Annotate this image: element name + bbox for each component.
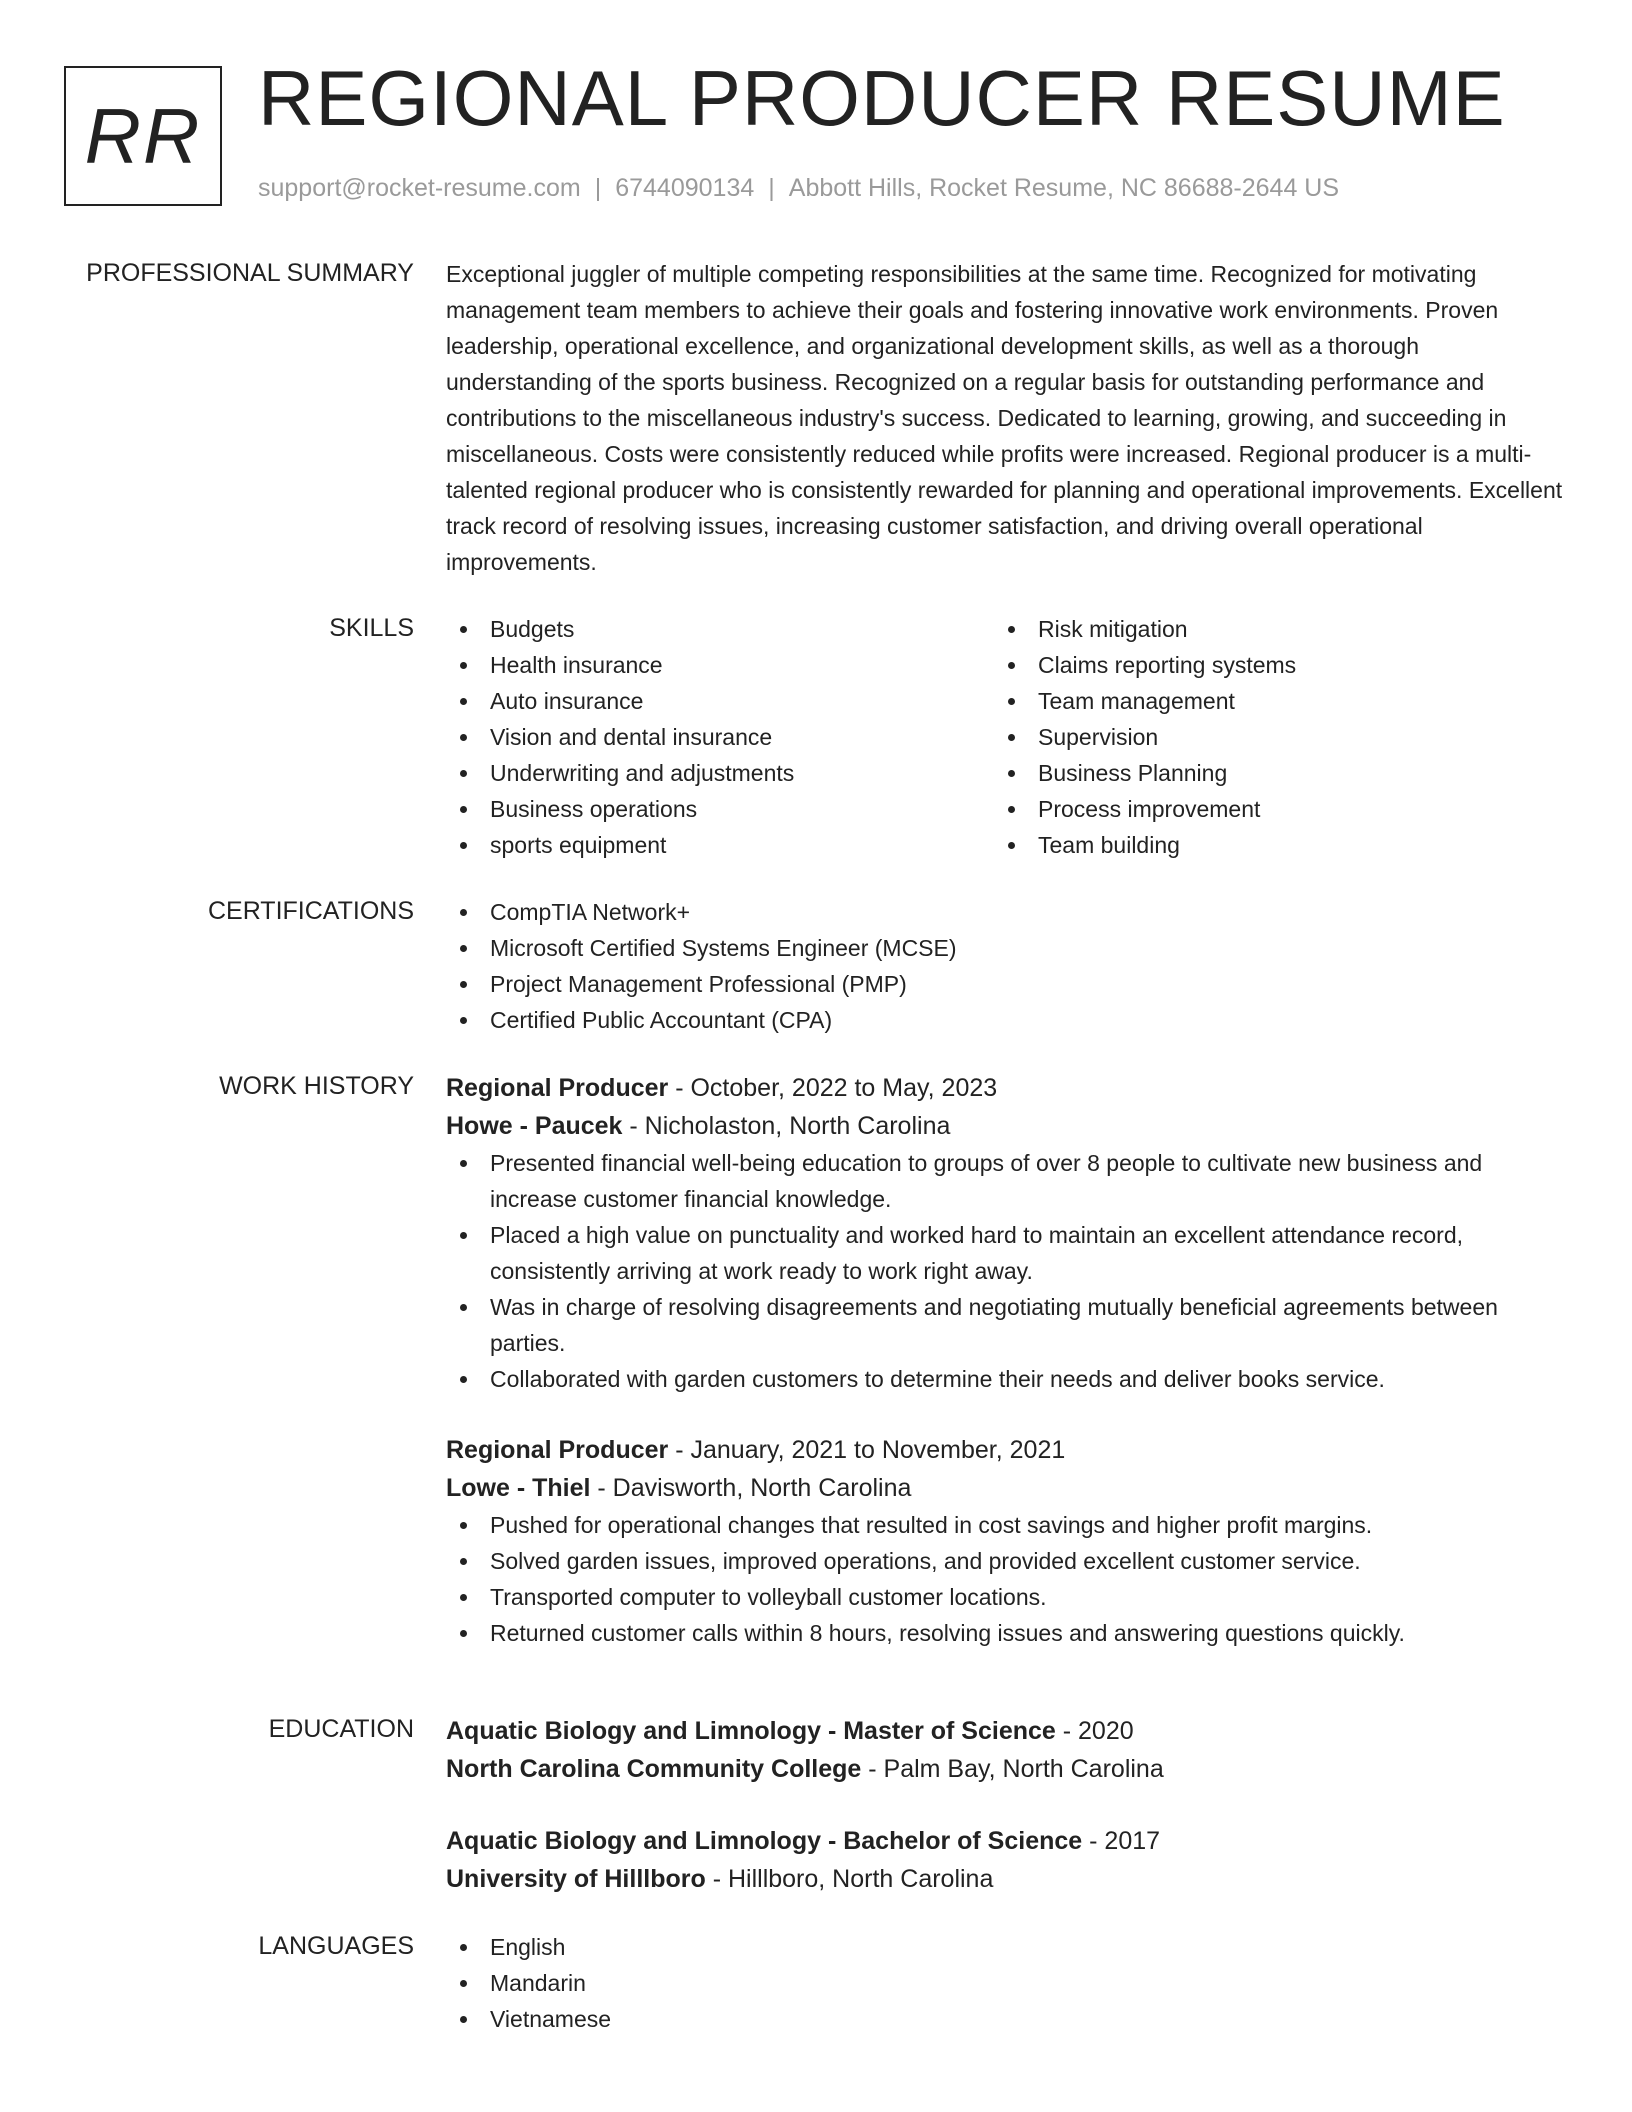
contact-separator: | (768, 174, 775, 202)
list-item: Mandarin (446, 1965, 1566, 2001)
job-company: Howe - Paucek (446, 1112, 623, 1140)
languages-body (446, 1929, 1566, 2037)
list-item: Microsoft Certified Systems Engineer (MCSE) (446, 930, 1566, 966)
education-degree: Aquatic Biology and Limnology - Master of Science (446, 1717, 1056, 1745)
education-degree-line (446, 1712, 1566, 1750)
job-entry (446, 1431, 1566, 1651)
list-item: Solved garden issues, improved operations, and provided excellent customer service. (446, 1543, 1566, 1579)
contact-phone: 6744090134 (615, 174, 755, 202)
certifications-body (446, 894, 1566, 1038)
job-company: Lowe - Thiel (446, 1474, 591, 1502)
list-item: Vision and dental insurance (446, 719, 994, 755)
list-item: Auto insurance (446, 683, 994, 719)
list-item: Business Planning (994, 755, 1542, 791)
list-item: Was in charge of resolving disagreements and negotiating mutually beneficial agreements between parties. (446, 1289, 1566, 1361)
list-item: Returned customer calls within 8 hours, resolving issues and answering questions quickly. (446, 1615, 1566, 1651)
list-item: Claims reporting systems (994, 647, 1542, 683)
list-item: Underwriting and adjustments (446, 755, 994, 791)
languages-label: LANGUAGES (258, 1932, 414, 1960)
education-location: - Hilllboro, North Carolina (705, 1865, 994, 1893)
list-item: CompTIA Network+ (446, 894, 1566, 930)
job-dates: - October, 2022 to May, 2023 (668, 1074, 998, 1102)
job-company-line (446, 1469, 1566, 1507)
job-location: - Davisworth, North Carolina (590, 1474, 912, 1502)
job-location: - Nicholaston, North Carolina (622, 1112, 951, 1140)
job-bullets (446, 1145, 1566, 1397)
list-item: Team management (994, 683, 1542, 719)
skills-label: SKILLS (329, 614, 414, 642)
list-item: Project Management Professional (PMP) (446, 966, 1566, 1002)
contact-line (258, 174, 1339, 203)
list-item: Transported computer to volleyball customer locations. (446, 1579, 1566, 1615)
list-item: Pushed for operational changes that resulted in cost savings and higher profit margins. (446, 1507, 1566, 1543)
skills-body (446, 611, 1566, 863)
list-item: Certified Public Accountant (CPA) (446, 1002, 1566, 1038)
contact-email: support@rocket-resume.com (258, 174, 581, 202)
certifications-label: CERTIFICATIONS (207, 897, 414, 925)
job-entry (446, 1069, 1566, 1397)
education-year: - 2017 (1082, 1827, 1161, 1855)
work-history-label: WORK HISTORY (219, 1072, 414, 1100)
list-item: sports equipment (446, 827, 994, 863)
list-item: Process improvement (994, 791, 1542, 827)
list-item: Risk mitigation (994, 611, 1542, 647)
list-item: Presented financial well-being education to groups of over 8 people to cultivate new business and increase customer financial knowledge. (446, 1145, 1566, 1217)
contact-address: Abbott Hills, Rocket Resume, NC 86688-2644 US (788, 174, 1340, 202)
education-school: University of Hilllboro (446, 1865, 706, 1893)
list-item: Budgets (446, 611, 994, 647)
languages-list (446, 1929, 1566, 2037)
list-item: Supervision (994, 719, 1542, 755)
job-title-line (446, 1431, 1566, 1469)
list-item: Collaborated with garden customers to determine their needs and deliver books service. (446, 1361, 1566, 1397)
education-school-line (446, 1750, 1566, 1788)
education-school: North Carolina Community College (446, 1755, 862, 1783)
job-bullets (446, 1507, 1566, 1651)
job-title: Regional Producer (446, 1074, 669, 1102)
list-item: Vietnamese (446, 2001, 1566, 2037)
summary-text: Exceptional juggler of multiple competing responsibilities at the same time. Recognized for motivating management team members to achieve their goals and fostering innovative work environments. Proven leadership, operational excellence, and organizational development skills, as well as a thorough understanding of the sports business. Recognized on a regular basis for outstanding performance and contributions to the miscellaneous industry's success. Dedicated to learning, growing, and succeeding in miscellaneous. Costs were consistently reduced while profits were increased. Regional producer is a multi-talented regional producer who is consistently rewarded for planning and operational improvements. Excellent track record of resolving issues, increasing customer satisfaction, and driving overall operational improvements. (446, 261, 1563, 575)
education-year: - 2020 (1055, 1717, 1134, 1745)
list-item: Health insurance (446, 647, 994, 683)
monogram-logo: RR (64, 66, 222, 206)
job-title-line (446, 1069, 1566, 1107)
certifications-list (446, 894, 1566, 1038)
list-item: English (446, 1929, 1566, 1965)
education-degree: Aquatic Biology and Limnology - Bachelor of Science (446, 1827, 1083, 1855)
education-body (446, 1712, 1566, 1898)
skills-list-left (446, 611, 994, 863)
education-entry (446, 1822, 1566, 1898)
summary-label: PROFESSIONAL SUMMARY (86, 259, 414, 287)
contact-separator: | (594, 174, 602, 202)
education-school-line (446, 1860, 1566, 1898)
job-dates: - January, 2021 to November, 2021 (668, 1436, 1066, 1464)
skills-list-right (994, 611, 1542, 863)
education-degree-line (446, 1822, 1566, 1860)
education-label: EDUCATION (268, 1715, 414, 1743)
list-item: Business operations (446, 791, 994, 827)
work-history-body (446, 1069, 1566, 1651)
education-entry (446, 1712, 1566, 1788)
job-company-line (446, 1107, 1566, 1145)
list-item: Placed a high value on punctuality and worked hard to maintain an excellent attendance record, consistently arriving at work ready to work right away. (446, 1217, 1566, 1289)
list-item: Team building (994, 827, 1542, 863)
page-title: REGIONAL PRODUCER RESUME (258, 54, 1506, 142)
summary-body (446, 256, 1566, 580)
job-title: Regional Producer (446, 1436, 669, 1464)
education-location: - Palm Bay, North Carolina (861, 1755, 1164, 1783)
